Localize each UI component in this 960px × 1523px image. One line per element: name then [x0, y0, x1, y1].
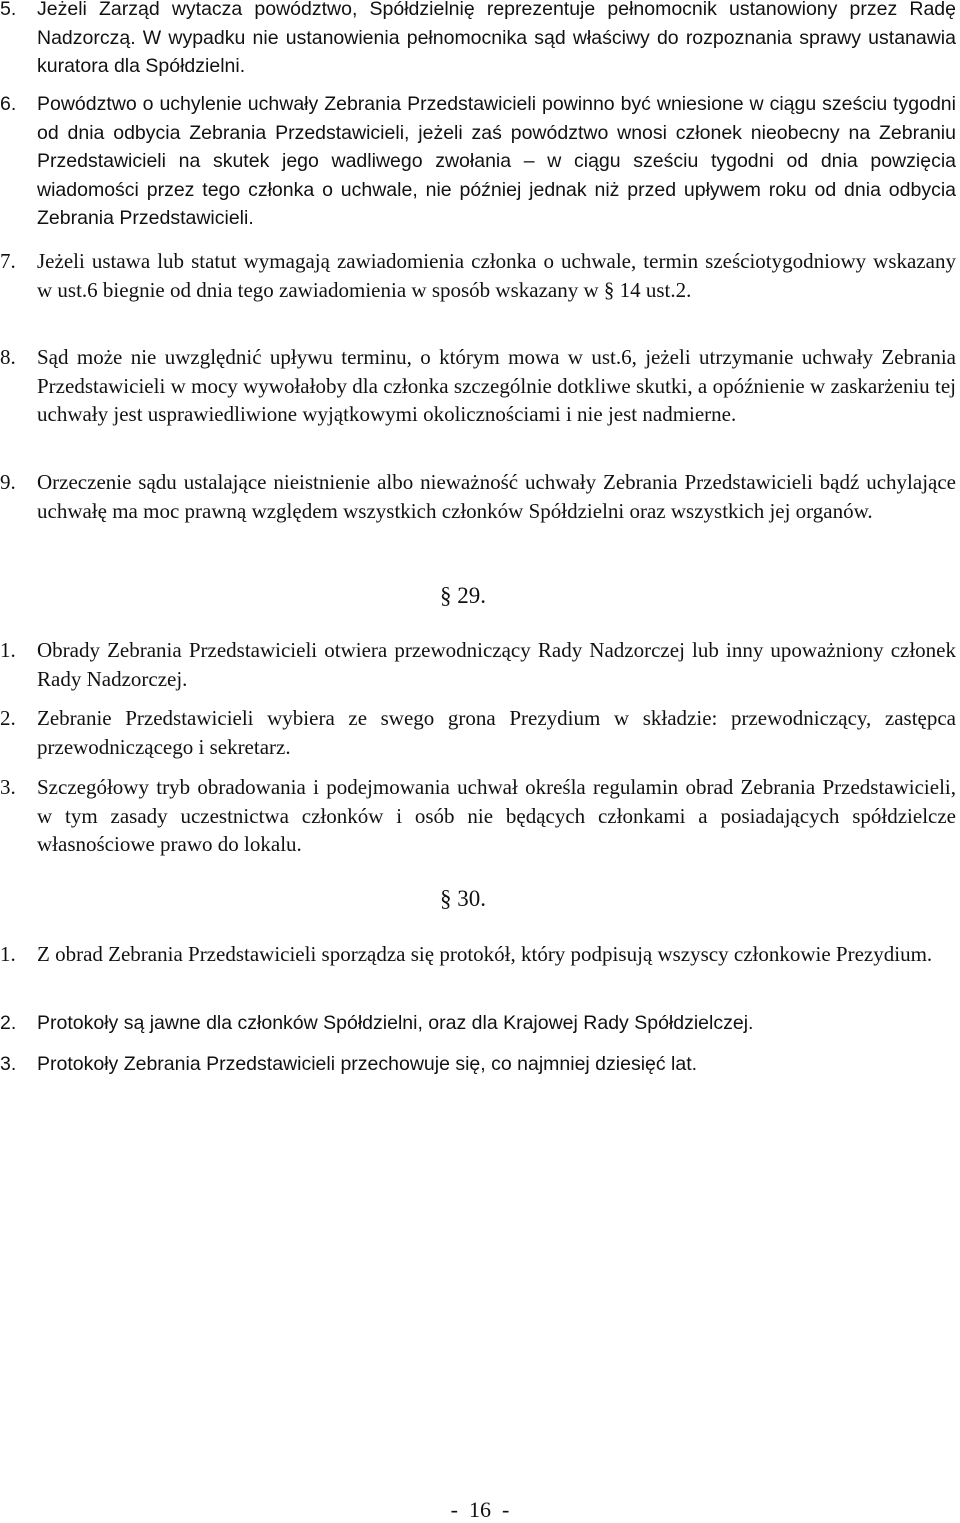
paragraph-item-29-2	[0, 704, 956, 761]
paragraph-item-28-8	[0, 343, 956, 429]
item-number: 3.	[0, 775, 16, 799]
item-number: 2.	[0, 706, 16, 730]
item-number: 2.	[0, 1012, 17, 1034]
item-text: Sąd może nie uwzględnić upływu terminu, o którym mowa w ust.6, jeżeli utrzymanie uchwały Zebrania Przedstawicieli w mocy wywołałoby dla członka szczególnie dotkliwe skutki, a opóźnienie w zaskarżeniu tej uchwały jest usprawiedliwione wyjątkowymi okolicznościami i nie jest nadmierne.	[37, 345, 956, 426]
item-text: Jeżeli ustawa lub statut wymagają zawiadomienia członka o uchwale, termin sześciotygodniowy wskazany w ust.6 biegnie od dnia tego zawiadomienia w sposób wskazany w § 14 ust.2.	[37, 249, 956, 302]
paragraph-item-28-5	[0, 0, 956, 81]
paragraph-item-28-7	[0, 247, 956, 304]
section-heading-29: § 29.	[440, 583, 486, 608]
item-number: 3.	[0, 1053, 17, 1075]
item-number: 9.	[0, 470, 16, 494]
page-number: - 16 -	[450, 1497, 510, 1522]
item-text: Protokoły Zebrania Przedstawicieli przechowuje się, co najmniej dziesięć lat.	[37, 1053, 698, 1075]
item-text: Zebranie Przedstawicieli wybiera ze swego grona Prezydium w składzie: przewodniczący, zastępca przewodniczącego i sekretarz.	[37, 706, 956, 759]
paragraph-item-29-1	[0, 636, 956, 693]
paragraph-item-28-9	[0, 468, 956, 525]
section-heading-30: § 30.	[440, 886, 486, 911]
paragraph-item-30-2	[0, 1009, 956, 1038]
item-text: Szczegółowy tryb obradowania i podejmowania uchwał określa regulamin obrad Zebrania Przedstawicieli, w tym zasady uczestnictwa członków i osób nie będących członkami a posiadających spółdzielcze własnościowe prawo do lokalu.	[37, 775, 956, 856]
item-text: Z obrad Zebrania Przedstawicieli sporządza się protokół, który podpisują wszyscy członkowie Prezydium.	[37, 942, 933, 966]
item-text: Protokoły są jawne dla członków Spółdzielni, oraz dla Krajowej Rady Spółdzielczej.	[37, 1012, 754, 1034]
item-text: Powództwo o uchylenie uchwały Zebrania Przedstawicieli powinno być wniesione w ciągu sześciu tygodni od dnia odbycia Zebrania Przedstawicieli, jeżeli zaś powództwo wnosi członek nieobecny na Zebraniu Przedstawicieli na skutek jego wadliwego zwołania – w ciągu sześciu tygodni od dnia powzięcia wiadomości przez tego członka o uchwale, nie później jednak niż przed upływem roku od dnia odbycia Zebrania Przedstawicieli.	[37, 93, 956, 229]
paragraph-item-30-1	[0, 940, 956, 969]
paragraph-item-30-3	[0, 1050, 956, 1079]
paragraph-item-29-3	[0, 773, 956, 859]
item-number: 1.	[0, 638, 16, 662]
item-text: Obrady Zebrania Przedstawicieli otwiera przewodniczący Rady Nadzorczej lub inny upoważniony członek Rady Nadzorczej.	[37, 638, 956, 691]
paragraph-item-28-6	[0, 90, 956, 233]
item-number: 7.	[0, 249, 16, 273]
item-number: 6.	[0, 93, 17, 115]
item-text: Jeżeli Zarząd wytacza powództwo, Spółdzielnię reprezentuje pełnomocnik ustanowiony przez Radę Nadzorczą. W wypadku nie ustanowienia pełnomocnika sąd właściwy do rozpoznania sprawy ustanawia kuratora dla Spółdzielni.	[37, 0, 956, 77]
item-number: 8.	[0, 345, 16, 369]
item-number: 1.	[0, 942, 16, 966]
item-number: 5.	[0, 0, 17, 20]
item-text: Orzeczenie sądu ustalające nieistnienie albo nieważność uchwały Zebrania Przedstawicieli bądź uchylające uchwałę ma moc prawną względem wszystkich członków Spółdzielni oraz wszystkich jej organów.	[37, 470, 956, 523]
